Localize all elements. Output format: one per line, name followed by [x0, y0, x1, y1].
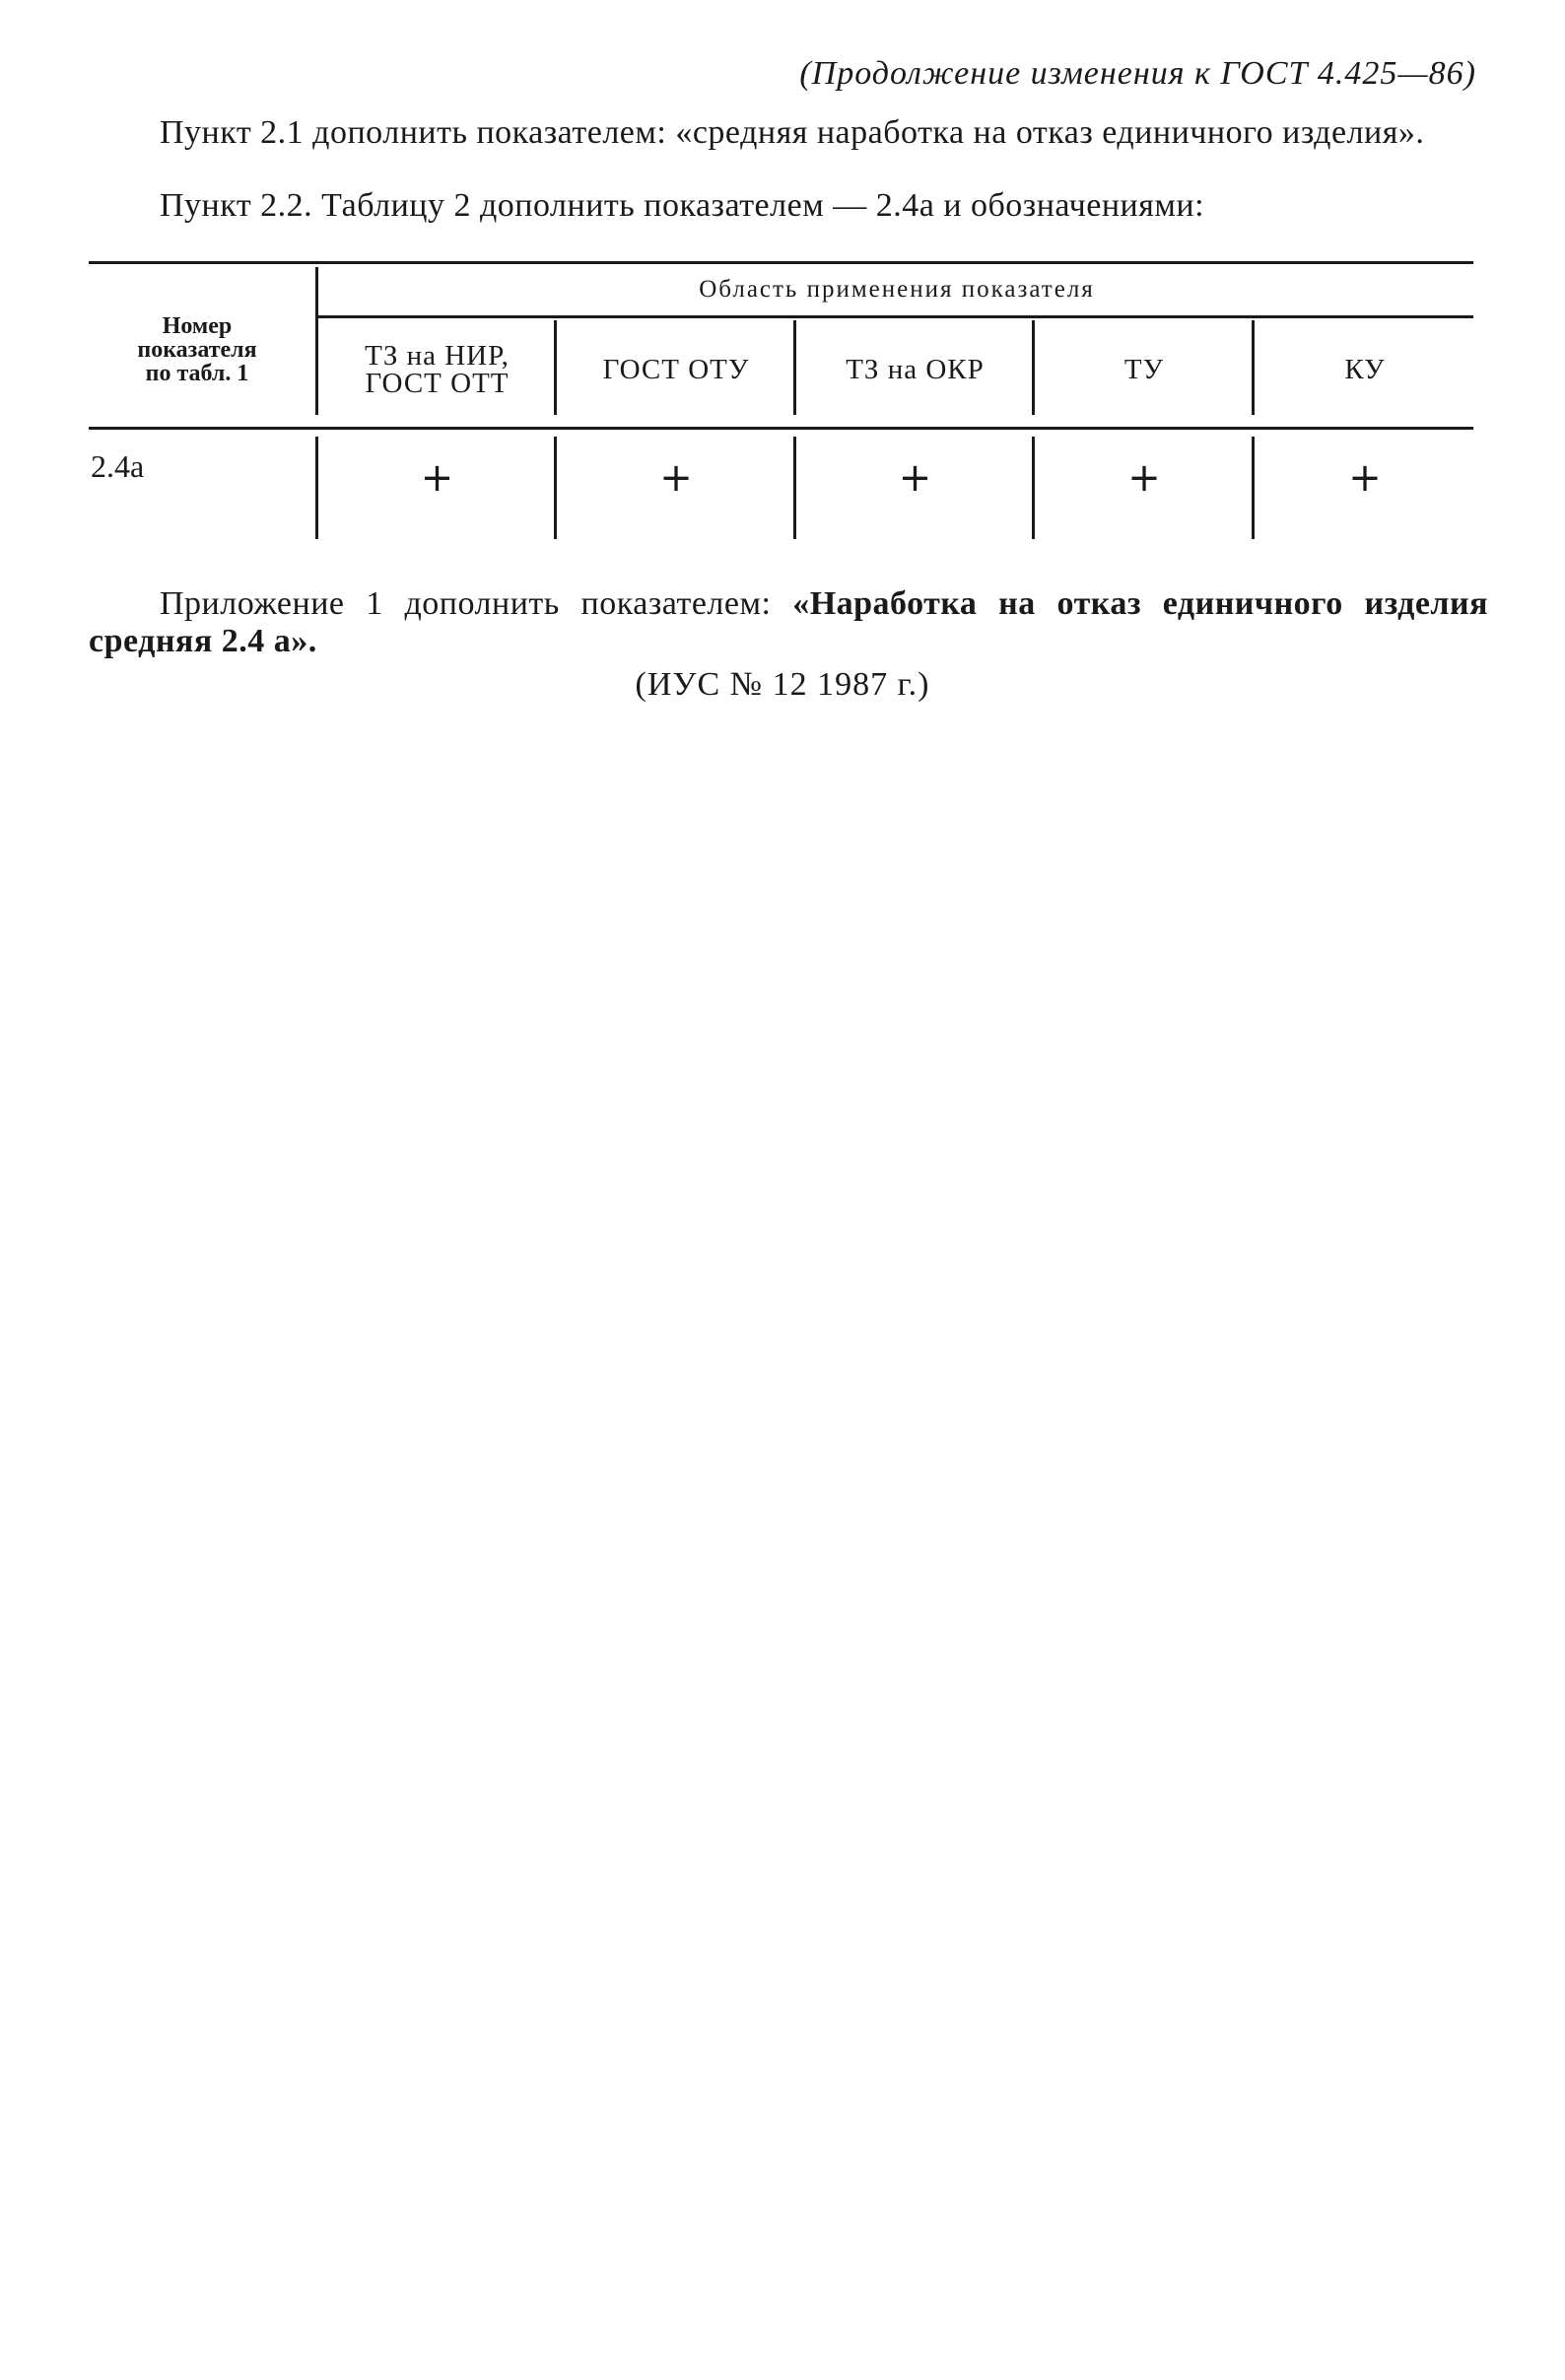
column-header: [320, 320, 554, 419]
column-header-line: ГОСТ ОТТ: [365, 368, 510, 399]
issue-reference: (ИУС № 12 1987 г.): [635, 666, 930, 703]
paragraph-appendix-1: [89, 585, 1488, 660]
table-vline: [315, 437, 318, 539]
table-vline: [1032, 320, 1035, 415]
table-vline: [1252, 320, 1255, 415]
paragraph-text: Пункт 2.1 дополнить показателем: «средняя наработка на отказ единичного изделия».: [160, 114, 1425, 151]
row-label: 2.4а: [91, 447, 145, 484]
table-cell-mark: +: [1127, 455, 1161, 501]
table-vline: [1252, 437, 1255, 539]
paragraph-lead: Приложение 1 дополнить показателем:: [160, 585, 793, 622]
row-header-line: Номер: [162, 313, 233, 339]
continuation-header: (Продолжение изменения к ГОСТ 4.425—86): [799, 55, 1476, 92]
span-header-rule: [315, 315, 1473, 318]
table-vline: [1032, 437, 1035, 539]
paragraph-bold-text: «Наработка на отказ единичного изделия средняя 2.4 а».: [89, 585, 1488, 659]
column-header-line: ТЗ на НИР,: [365, 340, 510, 372]
row-header: [89, 301, 306, 399]
table-cell-mark: +: [659, 455, 693, 501]
row-header-line: по табл. 1: [145, 361, 249, 386]
paragraph-point-2-2: [89, 187, 1488, 225]
table-cell-mark: +: [1348, 455, 1382, 501]
column-header: ТУ: [1123, 354, 1165, 385]
paragraph-text: Пункт 2.2. Таблицу 2 дополнить показателем — 2.4а и обозначениями:: [160, 187, 1205, 224]
header-bottom-rule: [89, 427, 1473, 430]
column-header: КУ: [1344, 354, 1386, 385]
table-vline: [554, 437, 557, 539]
indicator-table: [89, 261, 1473, 547]
column-header: ГОСТ ОТУ: [602, 354, 750, 385]
paragraph-point-2-1: [89, 114, 1488, 152]
table-vline: [554, 320, 557, 415]
table-vline: [793, 320, 796, 415]
row-header-line: показателя: [137, 337, 257, 363]
table-cell-mark: +: [420, 455, 454, 501]
table-cell-mark: +: [898, 455, 932, 501]
span-header: Область применения показателя: [699, 276, 1095, 303]
table-vline: [793, 437, 796, 539]
table-vline: [315, 267, 318, 415]
column-header: ТЗ на ОКР: [846, 354, 985, 385]
table-top-rule: [89, 261, 1473, 264]
